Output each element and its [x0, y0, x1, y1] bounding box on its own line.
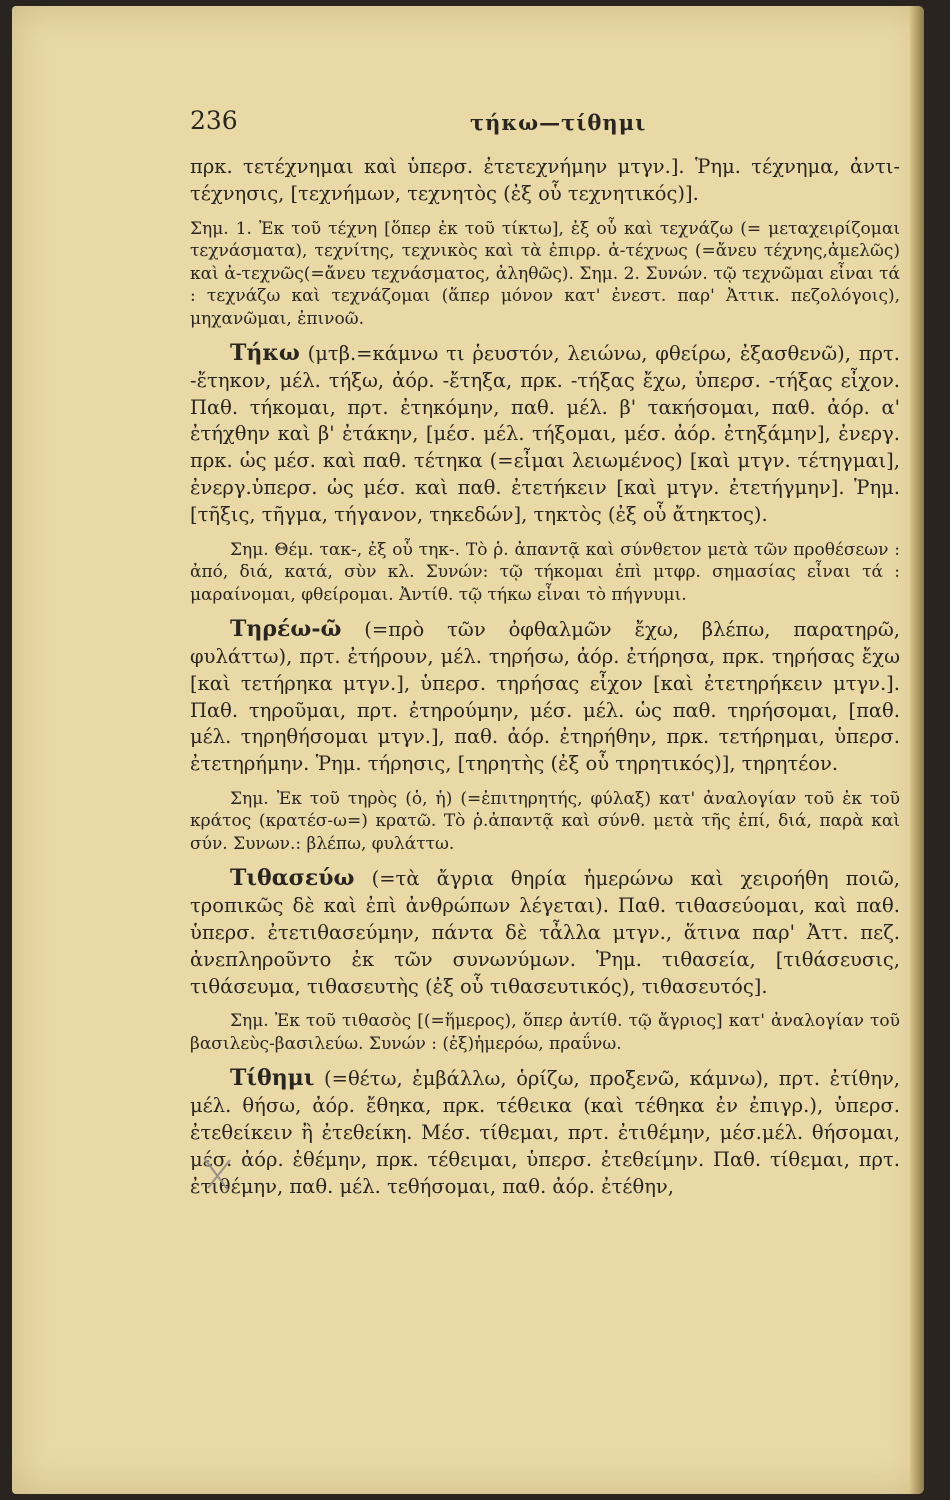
entry-tithemi-body: (=θέτω, ἐμβάλλω, ὁρίζω, προξενῶ, κάμνω), πρτ. ἐτίθην, μέλ. θήσω, ἀόρ. ἔθηκα, πρκ. τέθεικα (καὶ τέθηκα ἐν ἐπιγρ.), ὑπερσ. ἐτεθείκειν ἢ ἐτεθείκη. Μέσ. τίθεμαι, πρτ. ἐτιθέμην, μέσ.μέλ. θήσομαι, μέσ. ἀόρ. ἐθέμην, πρκ. τέθειμαι, ὑπερσ. ἐτεθείμην. Παθ. τίθεμαι, πρτ. ἐτιθέμην, παθ. μέλ. τεθήσομαι, παθ. ἀόρ. ἐτέθην, [190, 1067, 900, 1198]
entry-tithemi [190, 1065, 900, 1200]
entry-tiko-body: (μτβ.=κάμνω τι ῥευστόν, λειώνω, φθείρω, ἐξασθενῶ), πρτ. -ἔτηκον, μέλ. τήξω, ἀόρ. -ἔτηξα, πρκ. -τήξας ἔχω, ὑπερσ. -τήξας εἶχον. Παθ. τήκομαι, πρτ. ἐτηκόμην, παθ. μέλ. β' τακήσομαι, παθ. ἀόρ. α' ἐτήχθην καὶ β' ἐτάκην, [μέσ. μέλ. τήξομαι, μέσ. ἀόρ. ἐτηξάμην], ἐνεργ. πρκ. ὡς μέσ. καὶ παθ. τέτηκα (=εἶμαι λειωμένος) [καὶ μτγν. τέτηγμαι], ἐνεργ.ὑπερσ. ὡς μέσ. καὶ παθ. ἐτετήκειν [καὶ μτγν. ἐτετήγμην]. Ῥημ. [τῆξις, τῆγμα, τήγανον, τηκεδών], τηκτὸς (ἐξ οὗ ἄτηκτος). [190, 342, 900, 526]
entry-tiko [190, 340, 900, 529]
page-number: 236 [190, 106, 238, 135]
entry-tithaseuo-body: (=τὰ ἄγρια θηρία ἡμερώνω καὶ χειροήθη ποιῶ, τροπικῶς δὲ καὶ ἐπὶ ἀνθρώπων λέγεται). Παθ. τιθασεύομαι, καὶ παθ. ὑπερσ. ἐτετιθασεύμην, πάντα δὲ τἆλλα μτγν., ἅτινα παρ' Ἀττ. πεζ. ἀνεπληροῦντο ἐκ τῶν συνωνύμων. Ῥημ. τιθασεία, [τιθάσευσις, τιθάσευμα, τιθασευτὴς (ἐξ οὗ τιθασευτικός), τιθασευτός]. [190, 867, 900, 998]
lemma-tireo: Τηρέω-ῶ [230, 616, 342, 643]
note-tiko: Σημ. Θέμ. τακ-, ἐξ οὗ τηκ-. Τὸ ῥ. ἀπαντᾷ καὶ σύνθετον μετὰ τῶν προθέσεων : ἀπό, διά, κατά, σὺν κλ. Συνών: τῷ τήκομαι ἐπὶ μτφρ. σημασίας εἶναι τά : μαραίνομαι, φθείρομαι. Ἀντίθ. τῷ τήκω εἶναι τὸ πήγνυμι. [190, 539, 900, 605]
entry-tireo-body: (=πρὸ τῶν ὀφθαλμῶν ἔχω, βλέπω, παρατηρῶ, φυλάττω), πρτ. ἐτήρουν, μέλ. τηρήσω, ἀόρ. ἐτήρησα, πρκ. τηρήσας ἔχω [καὶ τετήρηκα μτγν.], ὑπερσ. τηρήσας εἶχον [καὶ ἐτετηρήκειν μτγν.]. Παθ. τηροῦμαι, πρτ. ἐτηρούμην, μέσ. μέλ. ὡς παθ. τηρήσομαι, [παθ. μέλ. τηρηθήσομαι μτγν.], παθ. ἀόρ. ἐτηρήθην, πρκ. τετήρημαι, ὑπερσ. ἐτετηρήμην. Ῥημ. τήρησις, [τηρητὴς (ἐξ οὗ τηρητικός)], τηρητέον. [190, 618, 900, 776]
book-page [12, 6, 924, 1494]
continuation-paragraph: πρκ. τετέχνημαι καὶ ὑπερσ. ἐτετεχνήμην μτγν.]. Ῥημ. τέχνημα, ἀντι-τέχνησις, [τεχνήμων, τεχνητὸς (ἐξ οὗ τεχνητικός)]. [190, 155, 900, 205]
pencil-mark-icon [200, 1154, 234, 1194]
page-content [190, 106, 900, 1210]
entry-tireo [190, 616, 900, 778]
page-edge [910, 6, 924, 1494]
note-techne: Σημ. 1. Ἐκ τοῦ τέχνη [ὅπερ ἐκ τοῦ τίκτω], ἐξ οὗ καὶ τεχνάζω (= μεταχειρίζομαι τεχνάσματα), τεχνίτης, τεχνικὸς καὶ τὰ ἐπιρρ. ἀ-τέχνως (=ἄνευ τέχνης,ἀμελῶς) καὶ ἀ-τεχνῶς(=ἄνευ τεχνάσματος, ἀληθῶς). Σημ. 2. Συνών. τῷ τεχνῶμαι εἶναι τά : τεχνάζω καὶ τεχνάζομαι (ἅπερ μόνον κατ' ἐνεστ. παρ' Ἀττικ. πεζολόγοις), μηχανῶμαι, ἐπινοῶ. [190, 218, 900, 329]
lemma-tiko: Τήκω [230, 340, 300, 367]
lemma-tithaseuo: Τιθασεύω [230, 865, 355, 892]
note-tireo: Σημ. Ἐκ τοῦ τηρὸς (ὁ, ἡ) (=ἐπιτηρητής, φύλαξ) κατ' ἀναλογίαν τοῦ ἐκ τοῦ κράτος (κρατέσ-ω=) κρατῶ. Τὸ ῥ.ἀπαντᾷ καὶ σύνθ. μετὰ τῆς ἐπί, διά, παρὰ καὶ σύν. Συνων.: βλέπω, φυλάττω. [190, 788, 900, 854]
lemma-tithemi: Τίθημι [230, 1065, 315, 1092]
entry-tithaseuo [190, 865, 900, 1000]
running-head: τήκω—τίθημι [470, 110, 647, 135]
page-header [190, 106, 900, 146]
note-tithaseuo: Σημ. Ἐκ τοῦ τιθασὸς [(=ἥμερος), ὅπερ ἀντίθ. τῷ ἄγριος] κατ' ἀναλογίαν τοῦ βασιλεὺς-βασιλεύω. Συνών : (ἐξ)ἡμερόω, πραΰνω. [190, 1011, 900, 1054]
